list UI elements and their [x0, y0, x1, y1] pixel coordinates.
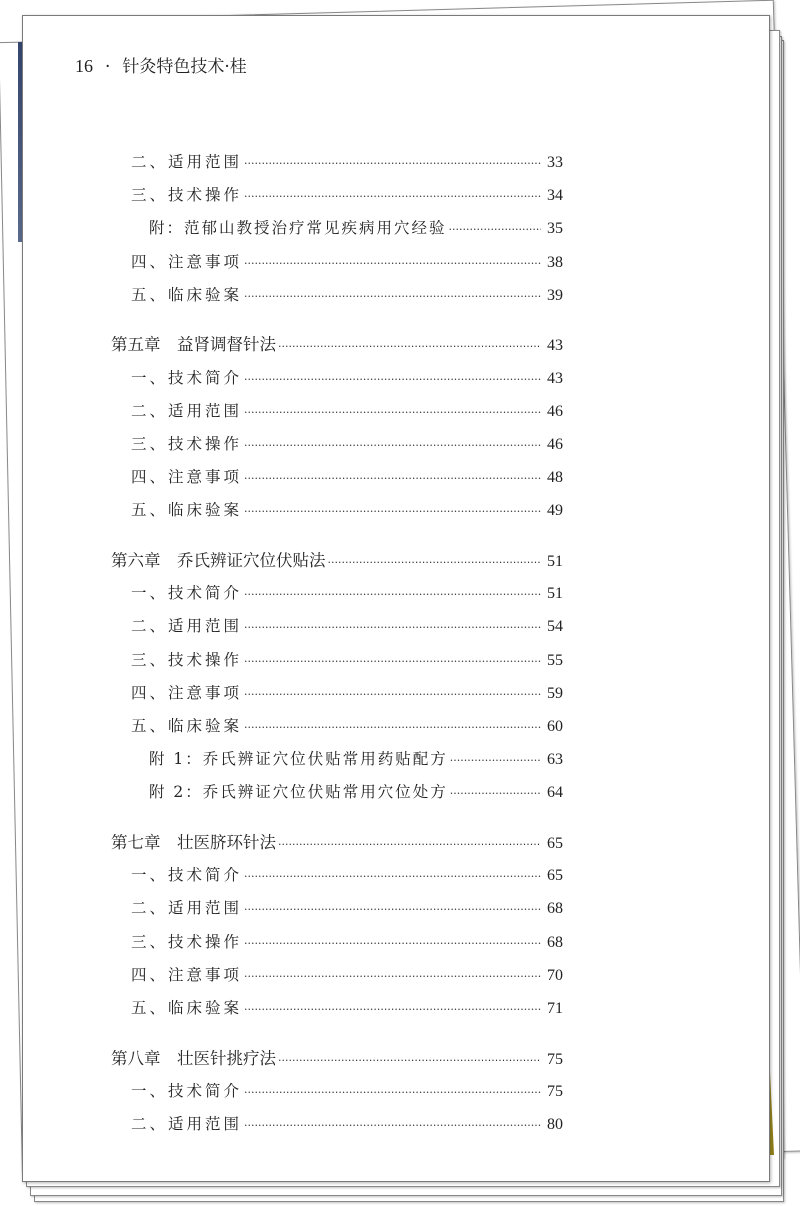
- book-title: 针灸特色技术·桂: [122, 57, 247, 77]
- toc-title: 三、技术操作: [131, 186, 243, 205]
- toc-title: 二、适用范围: [131, 1115, 243, 1134]
- toc-section[interactable]: [111, 577, 563, 610]
- toc-title: 第六章 乔氏辨证穴位伏贴法: [111, 551, 326, 571]
- toc-section[interactable]: [111, 992, 563, 1025]
- toc-title: 二、适用范围: [131, 899, 243, 918]
- toc-page-number: 55: [547, 651, 563, 669]
- dot-leader: [244, 645, 541, 678]
- toc-section[interactable]: [111, 279, 563, 312]
- toc-page-number: 51: [547, 553, 563, 571]
- toc-title: 一、技术简介: [131, 866, 243, 885]
- toc-page-number: 75: [547, 1082, 563, 1100]
- toc-section[interactable]: [111, 1108, 563, 1141]
- dot-leader: [244, 247, 541, 280]
- toc-title: 二、适用范围: [131, 153, 243, 171]
- dot-leader: [244, 429, 541, 462]
- dot-leader: [278, 330, 541, 363]
- toc-title: 二、适用范围: [131, 617, 243, 636]
- toc-title: 三、技术操作: [131, 435, 243, 453]
- dot-leader: [244, 180, 541, 213]
- dot-leader: [244, 578, 541, 611]
- dot-leader: [328, 546, 542, 579]
- toc-page-number: 38: [547, 253, 563, 271]
- toc-title: 四、注意事项: [131, 468, 243, 487]
- dot-leader: [244, 611, 541, 644]
- dot-leader: [278, 1044, 541, 1077]
- toc-title: 第八章 壮医针挑疗法: [111, 1048, 276, 1068]
- toc-title: 第七章 壮医脐环针法: [111, 833, 276, 853]
- toc-title: 五、临床验案: [131, 285, 243, 304]
- table-of-contents: [111, 146, 563, 1141]
- toc-page-number: 54: [547, 618, 563, 636]
- header-separator: ·: [105, 57, 111, 77]
- page-number: 16: [75, 56, 93, 76]
- toc-page-number: 64: [547, 784, 563, 802]
- toc-section[interactable]: [111, 494, 563, 527]
- dot-leader: [244, 147, 541, 180]
- toc-page-number: 70: [547, 966, 563, 984]
- dot-leader: [244, 893, 541, 926]
- toc-section[interactable]: [111, 246, 563, 279]
- toc-section[interactable]: [111, 179, 563, 212]
- toc-title: 一、技术简介: [131, 368, 243, 387]
- toc-page-number: 46: [547, 402, 563, 420]
- toc-title: 第五章 益肾调督针法: [111, 335, 276, 355]
- toc-section[interactable]: [111, 892, 563, 925]
- toc-page-number: 43: [547, 337, 563, 355]
- toc-section[interactable]: [111, 610, 563, 643]
- toc-title: 五、临床验案: [131, 717, 243, 735]
- dot-leader: [449, 213, 541, 246]
- dot-leader: [244, 678, 541, 711]
- toc-title: 附：范郁山教授治疗常见疾病用穴经验: [149, 219, 447, 238]
- toc-page-number: 75: [547, 1050, 563, 1068]
- dot-leader: [244, 1109, 541, 1142]
- dot-leader: [244, 927, 541, 960]
- dot-leader: [450, 777, 541, 810]
- dot-leader: [244, 396, 541, 429]
- toc-page-number: 39: [547, 286, 563, 304]
- dot-leader: [244, 495, 541, 528]
- toc-page-number: 34: [547, 187, 563, 205]
- toc-title: 二、适用范围: [131, 401, 243, 420]
- dot-leader: [450, 744, 541, 777]
- dot-leader: [244, 280, 541, 313]
- toc-page-number: 48: [547, 469, 563, 487]
- toc-page-number: 46: [547, 436, 563, 453]
- toc-section[interactable]: [111, 461, 563, 494]
- toc-page-number: 63: [547, 751, 563, 769]
- toc-title: 四、注意事项: [131, 252, 243, 271]
- toc-page-number: 59: [547, 684, 563, 702]
- toc-chapter[interactable]: [111, 544, 563, 577]
- toc-section[interactable]: [111, 859, 563, 892]
- dot-leader: [244, 860, 541, 893]
- dot-leader: [244, 1076, 541, 1109]
- toc-chapter[interactable]: [111, 826, 563, 859]
- toc-title: 四、注意事项: [131, 683, 243, 702]
- toc-title: 五、临床验案: [131, 999, 243, 1017]
- toc-title: 三、技术操作: [131, 932, 243, 951]
- toc-appendix[interactable]: [111, 743, 563, 776]
- toc-page-number: 33: [547, 154, 563, 171]
- toc-title: 四、注意事项: [131, 965, 243, 984]
- toc-section[interactable]: [111, 1075, 563, 1108]
- toc-section[interactable]: [111, 146, 563, 179]
- dot-leader: [244, 363, 541, 396]
- toc-page-number: 51: [547, 585, 563, 603]
- toc-title: 附 2：乔氏辨证穴位伏贴常用穴位处方: [149, 783, 448, 802]
- dot-leader: [244, 462, 541, 495]
- dot-leader: [244, 711, 541, 744]
- toc-appendix[interactable]: [111, 212, 563, 245]
- toc-title: 三、技术操作: [131, 650, 243, 669]
- toc-chapter[interactable]: [111, 328, 563, 361]
- toc-page-number: 35: [547, 220, 563, 238]
- toc-page-number: 68: [547, 900, 563, 918]
- toc-chapter[interactable]: [111, 1042, 563, 1075]
- toc-page-number: 60: [547, 718, 563, 735]
- toc-page-number: 49: [547, 502, 563, 520]
- toc-page-number: 68: [547, 933, 563, 951]
- running-header: [75, 52, 247, 77]
- toc-page-number: 43: [547, 369, 563, 387]
- dot-leader: [278, 828, 541, 861]
- toc-section[interactable]: [111, 395, 563, 428]
- toc-page-number: 65: [547, 867, 563, 885]
- toc-title: 一、技术简介: [131, 1081, 243, 1100]
- toc-page-number: 80: [547, 1116, 563, 1134]
- toc-section[interactable]: [111, 677, 563, 710]
- toc-section[interactable]: [111, 644, 563, 677]
- dot-leader: [244, 993, 541, 1026]
- toc-page-number: 71: [547, 1000, 563, 1017]
- dot-leader: [244, 960, 541, 993]
- toc-page-number: 65: [547, 835, 563, 853]
- toc-title: 附 1：乔氏辨证穴位伏贴常用药贴配方: [149, 750, 448, 769]
- toc-section[interactable]: [111, 362, 563, 395]
- toc-section[interactable]: [111, 710, 563, 743]
- toc-title: 一、技术简介: [131, 584, 243, 603]
- toc-section[interactable]: [111, 926, 563, 959]
- toc-appendix[interactable]: [111, 776, 563, 809]
- toc-section[interactable]: [111, 428, 563, 461]
- book-page: [22, 15, 770, 1182]
- toc-title: 五、临床验案: [131, 501, 243, 520]
- toc-section[interactable]: [111, 959, 563, 992]
